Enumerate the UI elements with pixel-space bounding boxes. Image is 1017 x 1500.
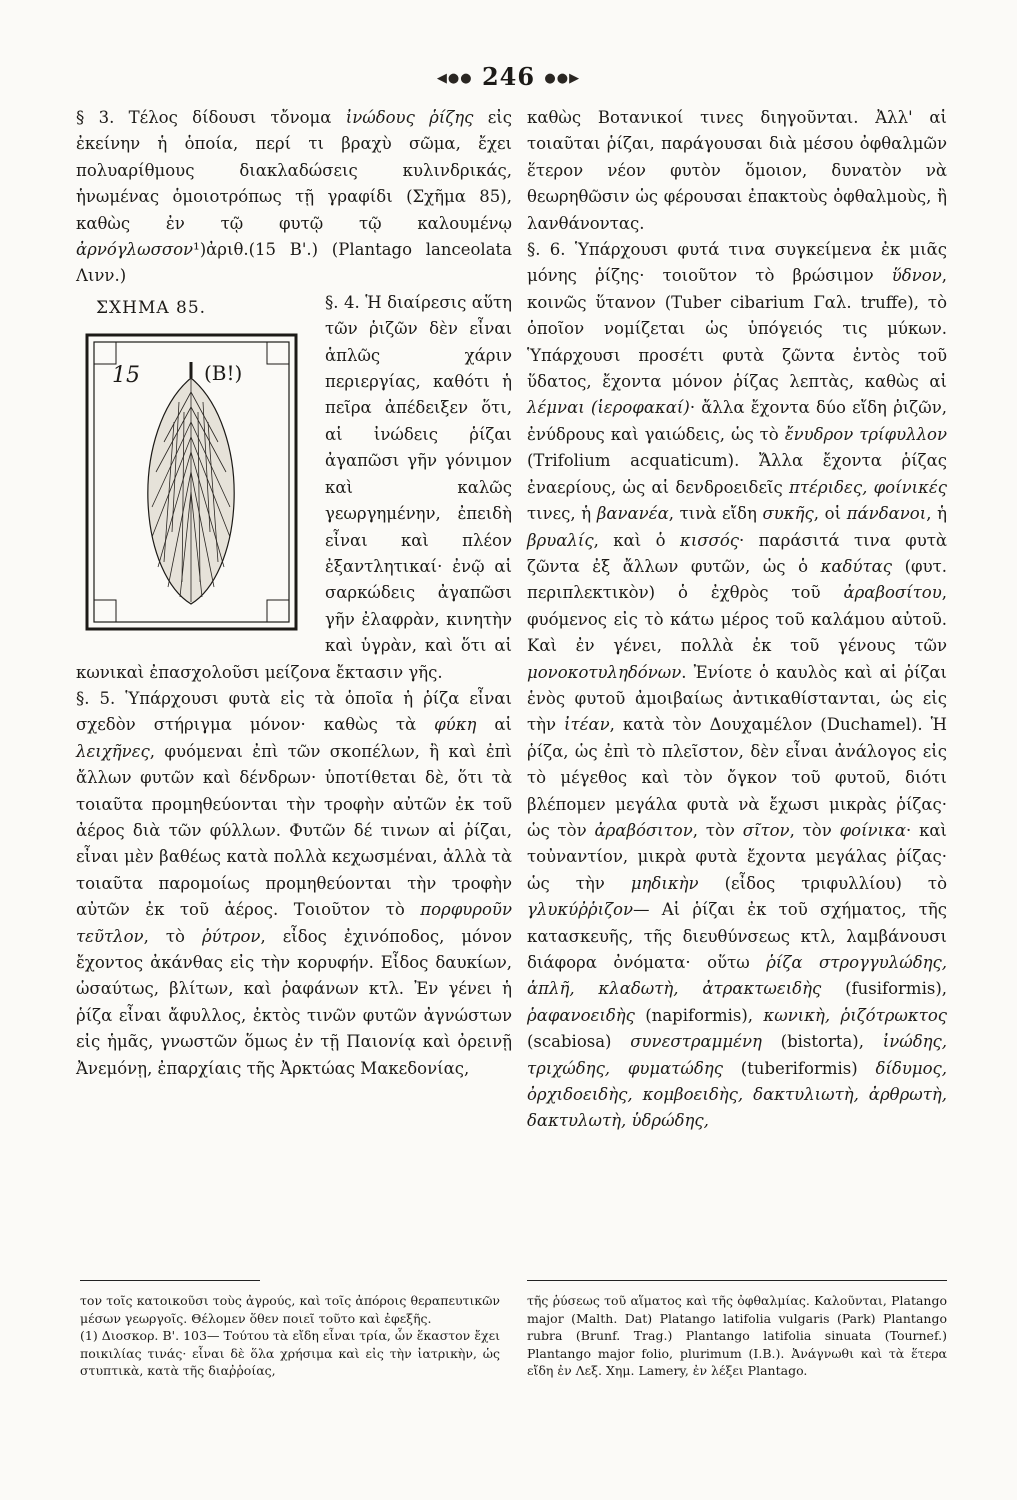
italic-term: πορφυροῦν τεῦτλον xyxy=(76,900,512,946)
text: (fusiformis), xyxy=(821,979,947,999)
text: (scabiosa) xyxy=(527,1032,631,1052)
text: , φυόμενος εἰς τὸ κάτω μέρος τοῦ καλάμου αὐτοῦ. Καὶ ἐν γένει, πολλὰ ἐκ τοῦ γένους τῶν xyxy=(527,583,947,656)
text: §. 6. Ὑπάρχουσι φυτά τινα συγκείμενα ἐκ μιᾶς μόνης ῥίζης· τοιοῦτον τὸ βρώσιμον xyxy=(527,240,947,286)
italic-term: μονοκοτυληδόνων xyxy=(527,662,682,682)
footnote-1-continued: τῆς ῥύσεως τοῦ αἵματος καὶ τῆς ὀφθαλμίας. Καλοῦνται, Platango major (Malth. Dat) Platango latifolia vulgaris (Park) Plantango rubra (Brunf. Trag.) Plantango latifolia sinuata (Tournef.) Plantango major folio, plurimum (I.B.). Ἀνάγνωθι καὶ τὰ ἕτερα εἴδη ἐν Λεξ. Χημ. Lamery, ἐν λέξει Plantago. xyxy=(527,1293,947,1379)
text: . Ἐνίοτε ὁ καυλὸς καὶ αἱ ῥίζαι ἑνὸς φυτοῦ ἀμοιβαίως ἀντικαθίστανται, ὡς εἰς τὴν xyxy=(527,662,947,735)
text: , κατὰ τὸν Δουχαμέλον (Duchamel). Ἡ ῥίζα, ὡς ἐπὶ τὸ πλεῖστον, δὲν εἶναι ἀνάλογος εἰς τὸ μέγεθος καὶ τὸν ὄγκον τοῦ φυτοῦ, διότι βλέπομεν μεγάλα φυτὰ νὰ ἔχωσι μικρὰς ῥίζας· ὡς τὸν xyxy=(527,715,947,840)
text: , ἡ xyxy=(926,504,947,524)
italic-term: λέμναι (ἱεροφακαί) xyxy=(527,398,690,418)
figure-caption: ΣΧΗΜΑ 85. xyxy=(96,297,207,318)
italic-term: σῖτον xyxy=(742,820,790,840)
plantain-root-illustration xyxy=(84,332,299,632)
italic-term: λειχῆνες xyxy=(76,741,150,761)
text: , εἶδος ἐχινόποδος, μόνον ἔχοντος ἀκάνθας εἰς τὴν κορυφήν. Εἶδος δαυκίων, ὡσαύτως, βλίτων, καὶ ῥαφάνων κτλ. Ἐν γένει ἡ ῥίζα εἶναι ἄφυλλος, ἐκτὸς τινῶν φυτῶν ἀγνώστων εἰς ἡμᾶς, γνωστῶν ὅμως ἐν τῇ Παιονίᾳ καὶ ὀρεινῇ Ἀνεμόνῃ, ἐπαρχίαις τῆς Ἀρκτώας Μακεδονίας, xyxy=(76,926,512,1078)
italic-term: ὕδνον xyxy=(891,266,942,286)
italic-term: πάνδανοι xyxy=(846,504,927,524)
italic-term: καδύτας xyxy=(820,556,893,576)
italic-term: κισσός xyxy=(680,530,739,550)
text: , φυόμεναι ἐπὶ τῶν σκοπέλων, ἢ καὶ ἐπὶ ἄλλων φυτῶν καὶ δένδρων· ὑποτίθεται δὲ, ὅτι τὰ τοιαῦτα προμηθεύονται τὴν τροφὴν αὐτῶν ἐκ τοῦ ἀέρος διὰ τῶν φύλλων. Φυτῶν δέ τινων αἱ ῥίζαι, εἶναι μὲν βαθέως κατὰ πολλὰ κεχωσμέναι, ἀλλὰ τὰ τοιαῦτα παρομοίως προμηθεύονται τὴν τροφὴν αὐτῶν ἐκ τοῦ ἀέρος. Τοιοῦτον τὸ xyxy=(76,741,512,920)
text: , τὸν xyxy=(789,820,840,840)
italic-term: γλυκύῤῥιζον xyxy=(527,900,633,920)
text: (bistorta), xyxy=(761,1032,883,1052)
text: , τὸ xyxy=(143,926,202,946)
text: , τὸν xyxy=(692,820,743,840)
footnotes-right xyxy=(527,1292,947,1380)
text: (φυτ. περιπλεκτικὸν) ὁ ἐχθρὸς τοῦ xyxy=(527,556,947,603)
right-column xyxy=(527,105,947,1135)
figure-letter: (B!) xyxy=(204,360,243,385)
italic-term: φοίνικα xyxy=(839,820,906,840)
figure-85 xyxy=(76,290,321,635)
text: , καὶ ὁ xyxy=(593,530,680,550)
italic-term: συκῆς xyxy=(762,504,814,524)
right-ornament: ●●▶ xyxy=(544,71,581,86)
text: · ἄλλα ἔχοντα δύο εἴδη ῥιζῶν, ἐνύδρους καὶ γαιώδεις, ὡς τὸ xyxy=(527,398,947,444)
text: αἱ xyxy=(476,715,513,735)
text: , οἱ xyxy=(813,504,847,524)
page-number-text: 246 xyxy=(481,62,536,91)
page-number xyxy=(0,62,1017,91)
text: (tuberiformis) xyxy=(722,1058,876,1078)
italic-term: βανανέα xyxy=(596,504,669,524)
footnotes-left xyxy=(80,1292,500,1380)
paragraph-4: §. 4. Ἡ διαίρεσις αὕτη τῶν ῥιζῶν δὲν εἶναι ἁπλῶς χάριν περιεργίας, καθότι ἡ πεῖρα ἀπέδειξεν ὅτι, αἱ ἰνώδεις ῥίζαι ἀγαπῶσι γῆν γόνιμον καὶ καλῶς γεωργημένην, ἐπειδὴ εἶναι καὶ πλέον ἐξαντλητικαί· ἐνῷ αἱ σαρκώδεις ἀγαπῶσι γῆν ἐλαφρὰν, κινητὴν καὶ ὑγρὰν, καὶ ὅτι αἱ κωνικαὶ ἐπασχολοῦσι μείζονα ἔκτασιν γῆς. xyxy=(76,292,512,682)
italic-term: ἀραβόσιτον xyxy=(594,820,693,840)
figure-number: 15 xyxy=(112,362,140,388)
footnote-rule-left xyxy=(80,1280,260,1281)
italic-term: πτέριδες, φοίνικές xyxy=(789,477,947,497)
italic-term: φύκη xyxy=(434,715,477,735)
italic-term: δίδυμος, ὀρχιδοειδὴς, κομβοειδὴς, δακτυλιωτὴ, ἀρθρωτὴ, δακτυλωτὴ, ὑδρώδης, xyxy=(527,1058,947,1131)
paragraph-5 xyxy=(76,686,512,1082)
paragraph-3 xyxy=(76,105,512,290)
italic-term: ἰνώδους ῥίζης xyxy=(345,108,474,127)
italic-term: κωνικὴ, ῥιζότρωκτος xyxy=(763,1005,947,1025)
text: · καὶ τοὐναντίον, μικρὰ φυτὰ ἔχοντα μεγάλας ῥίζας· ὡς τὴν xyxy=(527,820,947,893)
text: τινες, ἡ xyxy=(527,504,597,524)
italic-term: συνεστραμμένη xyxy=(630,1032,762,1052)
left-ornament: ◀●● xyxy=(436,71,473,86)
italic-term: ἀραβοσίτου xyxy=(843,583,942,603)
italic-term: ἔνυδρον τρίφυλλον xyxy=(784,424,947,444)
italic-term: βρυαλίς xyxy=(527,530,594,550)
paragraph-continued: καθὼς Βοτανικοί τινες διηγοῦνται. Ἀλλ' αἱ τοιαῦται ῥίζαι, παράγουσαι διὰ μέσου ὀφθαλμῶν ἕτερον νέον φυτὸν ὅμοιον, δυνατὸν νὰ θεωρηθῶσιν ὡς φέρουσαι ἐπακτοὺς ὀφθαλμοὺς, ἢ λανθάνοντας. xyxy=(527,108,947,233)
footnote-continued: τον τοῖς κατοικοῦσι τοὺς ἀγρούς, καὶ τοῖς ἀπόροις θεραπευτικῶν μέσων γεωργοῖς. Θέλομεν ὅθεν ποιεῖ τοῦτο καὶ ἐφεξῆς. xyxy=(80,1293,500,1326)
italic-term: ἀρνόγλωσσον xyxy=(76,240,194,260)
text: εἰς ἐκείνην ἡ ὁποία, περί τι βραχὺ σῶμα, ἔχει πολυαρίθμους διακλαδώσεις κυλινδρικάς, ἡνωμένας ὁμοιοτρόπως τῇ γραφίδι (Σχῆμα 85), καθὼς ἐν τῷ φυτῷ τῷ καλουμένῳ xyxy=(76,108,512,233)
italic-term: ῥαφανοειδὴς xyxy=(527,1005,635,1025)
paragraph-6 xyxy=(527,237,947,1135)
italic-term: ἰτέαν xyxy=(564,715,610,735)
text: , τινὰ εἴδη xyxy=(668,504,763,524)
footnote-rule-right xyxy=(527,1280,947,1281)
text: , κοινῶς ὕτανον (Tuber cibarium Γαλ. truffe), τὸ ὁποῖον νομίζεται ὡς ὑπόγειός τις μύκων. Ὑπάρχουσι προσέτι φυτὰ ζῶντα ἐντὸς τοῦ ὕδατος, ἔχοντα μόνον ῥίζας λεπτὰς, καθὼς αἱ xyxy=(527,266,947,392)
text: § 3. Τέλος δίδουσι τὄνομα xyxy=(76,108,346,127)
text: §. 5. Ὑπάρχουσι φυτὰ εἰς τὰ ὁποῖα ἡ ῥίζα εἶναι σχεδὸν στήριγμα μόνον· καθὼς τὰ xyxy=(76,688,512,735)
italic-term: ῥύτρον xyxy=(201,926,261,946)
text: ¹)ἀριθ.(15 Β'.) (Plantago lanceolata Λινν.) xyxy=(76,240,512,286)
text: — Αἱ ῥίζαι ἐκ τοῦ σχήματος, τῆς κατασκευῆς, τῆς διευθύνσεως κτλ, λαμβάνουσι διάφορα ὀνόματα· οὕτω xyxy=(527,900,947,972)
left-column xyxy=(76,105,512,1082)
italic-term: ῥίζα στρογγυλώδης, ἁπλῆ, κλαδωτὴ, ἀτρακτωειδὴς xyxy=(527,953,947,999)
footnote-1: (1) Διοσκορ. Β'. 103— Τούτου τὰ εἴδη εἶναι τρία, ὧν ἕκαστον ἔχει ποικιλίας τινάς· εἶναι δὲ ὅλα χρήσιμα καὶ εἰς τὴν ἰατρικὴν, ὡς στυπτικὰ, κατὰ τῆς διαῤῥοίας, xyxy=(80,1328,500,1379)
text: (Trifolium acquaticum). Ἄλλα ἔχοντα ῥίζας ἐναερίους, ὡς αἱ δενδροειδεῖς xyxy=(527,451,947,497)
italic-term: ἰνώδης, τριχώδης, φυματώδης xyxy=(527,1032,947,1078)
italic-term: μηδικὴν xyxy=(630,873,699,893)
text: (εἶδος τριφυλλίου) τὸ xyxy=(698,873,947,893)
text: · παράσιτά τινα φυτὰ ζῶντα ἐξ ἄλλων φυτῶν, ὡς ὁ xyxy=(527,530,947,576)
text: (napiformis), xyxy=(634,1005,764,1025)
